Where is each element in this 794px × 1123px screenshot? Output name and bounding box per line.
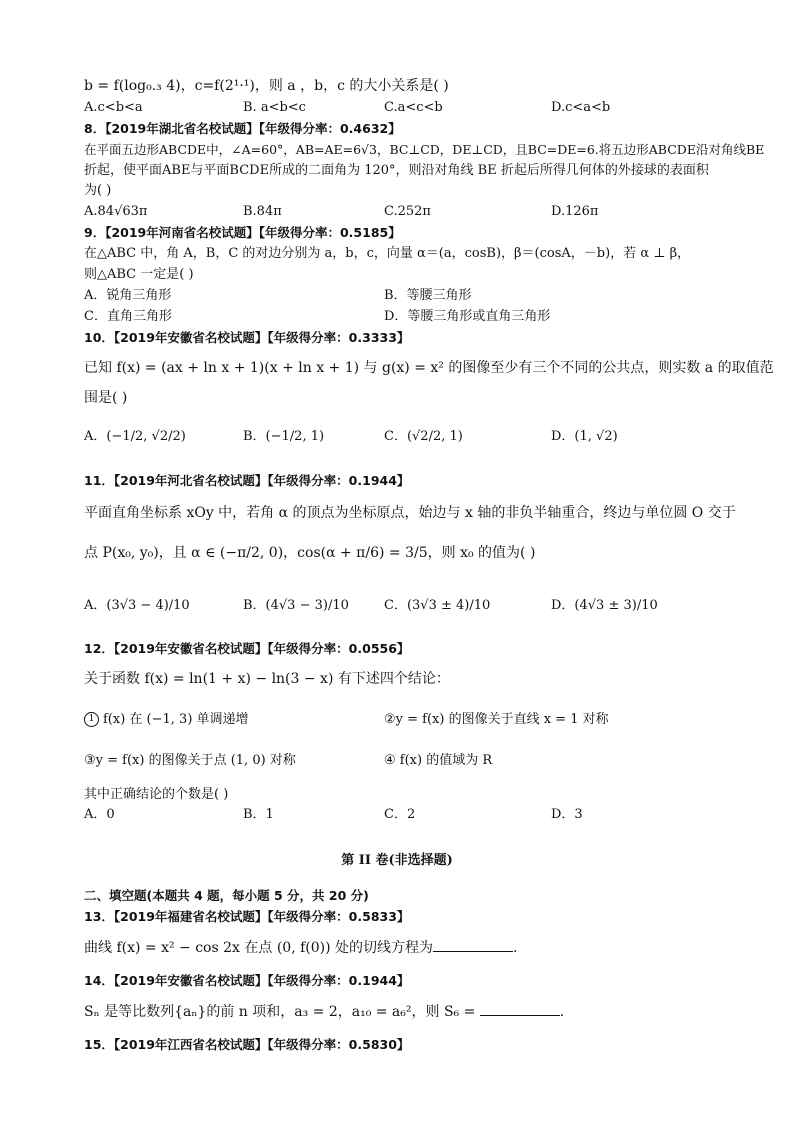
q10-stem-line1: 已知 f(x) = (ax + ln x + 1)(x + ln x + 1) 与 g(x) = x² 的图像至少有三个不同的公共点，则实数 a 的取值范 [84, 360, 774, 376]
q10-stem-line2: 围是( ) [84, 390, 128, 406]
q8-stem-line2: 折起，使平面ABE与平面BCDE所成的二面角为 120°，则沿对角线 BE 折起后所得几何体的外接球的表面积 [84, 163, 709, 178]
q14-answer-blank[interactable] [480, 1003, 560, 1016]
q8-option-a: A.84√63π [84, 204, 148, 219]
q14-stem: Sₙ 是等比数列{aₙ}的前 n 项和，a₃ = 2，a₁₀ = a₆²，则 S₆ = . [84, 1004, 565, 1020]
q7-option-b: B. a<b<c [243, 100, 306, 115]
q8-option-c: C.252π [384, 204, 431, 219]
q12-option-c: C．2 [384, 807, 416, 822]
q12-stem: 关于函数 f(x) = ln(1 + x) − ln(3 − x) 有下述四个结论： [84, 671, 450, 687]
q12-question: 其中正确结论的个数是( ) [84, 787, 229, 802]
q8-stem-line1: 在平面五边形ABCDE中，∠A=60°，AB=AE=6√3，BC⊥CD，DE⊥CD，且BC=DE=6.将五边形ABCDE沿对角线BE [84, 142, 765, 157]
q8-header: 8．【2019年湖北省名校试题】【年级得分率：0.4632】 [84, 121, 401, 136]
q11-option-b: B．(4√3 − 3)/10 [243, 598, 349, 613]
q7-option-c: C.a<c<b [384, 100, 443, 115]
section-title: 第 II 卷(非选择题) [341, 853, 453, 868]
q12-header: 12．【2019年安徽省名校试题】【年级得分率：0.0556】 [84, 641, 410, 656]
q9-option-c: C．直角三角形 [84, 309, 172, 324]
q12-conclusion-4: ④ f(x) 的值域为 R [384, 753, 493, 768]
q13-header: 13．【2019年福建省名校试题】【年级得分率：0.5833】 [84, 909, 410, 924]
q8-option-b: B.84π [243, 204, 282, 219]
q10-option-a: A．(−1/2, √2/2) [84, 429, 186, 444]
q8-option-d: D.126π [551, 204, 599, 219]
circled-number-1-icon: 1 [84, 712, 99, 727]
q12-conclusion-2: ②y = f(x) 的图像关于直线 x = 1 对称 [384, 712, 609, 727]
q11-option-d: D．(4√3 ± 3)/10 [551, 598, 658, 613]
q14-header: 14．【2019年安徽省名校试题】【年级得分率：0.1944】 [84, 973, 410, 988]
q13-answer-blank[interactable] [433, 939, 513, 952]
q7-option-d: D.c<a<b [551, 100, 611, 115]
q7-stem: b = f(log₀.₃ 4)，c=f(2¹·¹)，则 a ，b，c 的大小关系是( ) [84, 78, 449, 94]
q8-stem-line3: 为( ) [84, 183, 112, 198]
q10-option-c: C．(√2/2, 1) [384, 429, 463, 444]
q13-stem: 曲线 f(x) = x² − cos 2x 在点 (0, f(0)) 处的切线方程为 . [84, 940, 518, 956]
q9-stem-line2: 则△ABC 一定是( ) [84, 267, 194, 282]
q9-option-d: D．等腰三角形或直角三角形 [384, 309, 551, 324]
q11-option-a: A．(3√3 − 4)/10 [84, 598, 190, 613]
q11-stem-line2: 点 P(x₀, y₀)，且 α ∈ (−π/2, 0)，cos(α + π/6) = 3/5，则 x₀ 的值为( ) [84, 545, 536, 561]
q9-stem-line1: 在△ABC 中，角 A，B，C 的对边分别为 a，b，c，向量 α＝(a，cosB)，β＝(cosA，－b)，若 α ⊥ β， [84, 246, 691, 261]
part-title: 二、填空题(本题共 4 题，每小题 5 分，共 20 分) [84, 888, 369, 903]
q9-option-b: B．等腰三角形 [384, 288, 472, 303]
q9-option-a: A．锐角三角形 [84, 288, 172, 303]
q12-option-a: A．0 [84, 807, 115, 822]
q10-option-b: B．(−1/2, 1) [243, 429, 325, 444]
q12-option-b: B．1 [243, 807, 274, 822]
q7-option-a: A.c<b<a [84, 100, 143, 115]
q10-option-d: D．(1, √2) [551, 429, 618, 444]
q9-header: 9．【2019年河南省名校试题】【年级得分率：0.5185】 [84, 225, 401, 240]
q10-header: 10．【2019年安徽省名校试题】【年级得分率：0.3333】 [84, 330, 410, 345]
q12-option-d: D．3 [551, 807, 583, 822]
q15-header: 15．【2019年江西省名校试题】【年级得分率：0.5830】 [84, 1037, 410, 1052]
q12-conclusion-3: ③y = f(x) 的图像关于点 (1, 0) 对称 [84, 753, 296, 768]
q11-option-c: C．(3√3 ± 4)/10 [384, 598, 491, 613]
q11-header: 11．【2019年河北省名校试题】【年级得分率：0.1944】 [84, 473, 410, 488]
q12-conclusion-1: 1 f(x) 在 (−1, 3) 单调递增 [84, 711, 249, 729]
q11-stem-line1: 平面直角坐标系 xOy 中，若角 α 的顶点为坐标原点，始边与 x 轴的非负半轴重合，终边与单位圆 O 交于 [84, 505, 736, 521]
